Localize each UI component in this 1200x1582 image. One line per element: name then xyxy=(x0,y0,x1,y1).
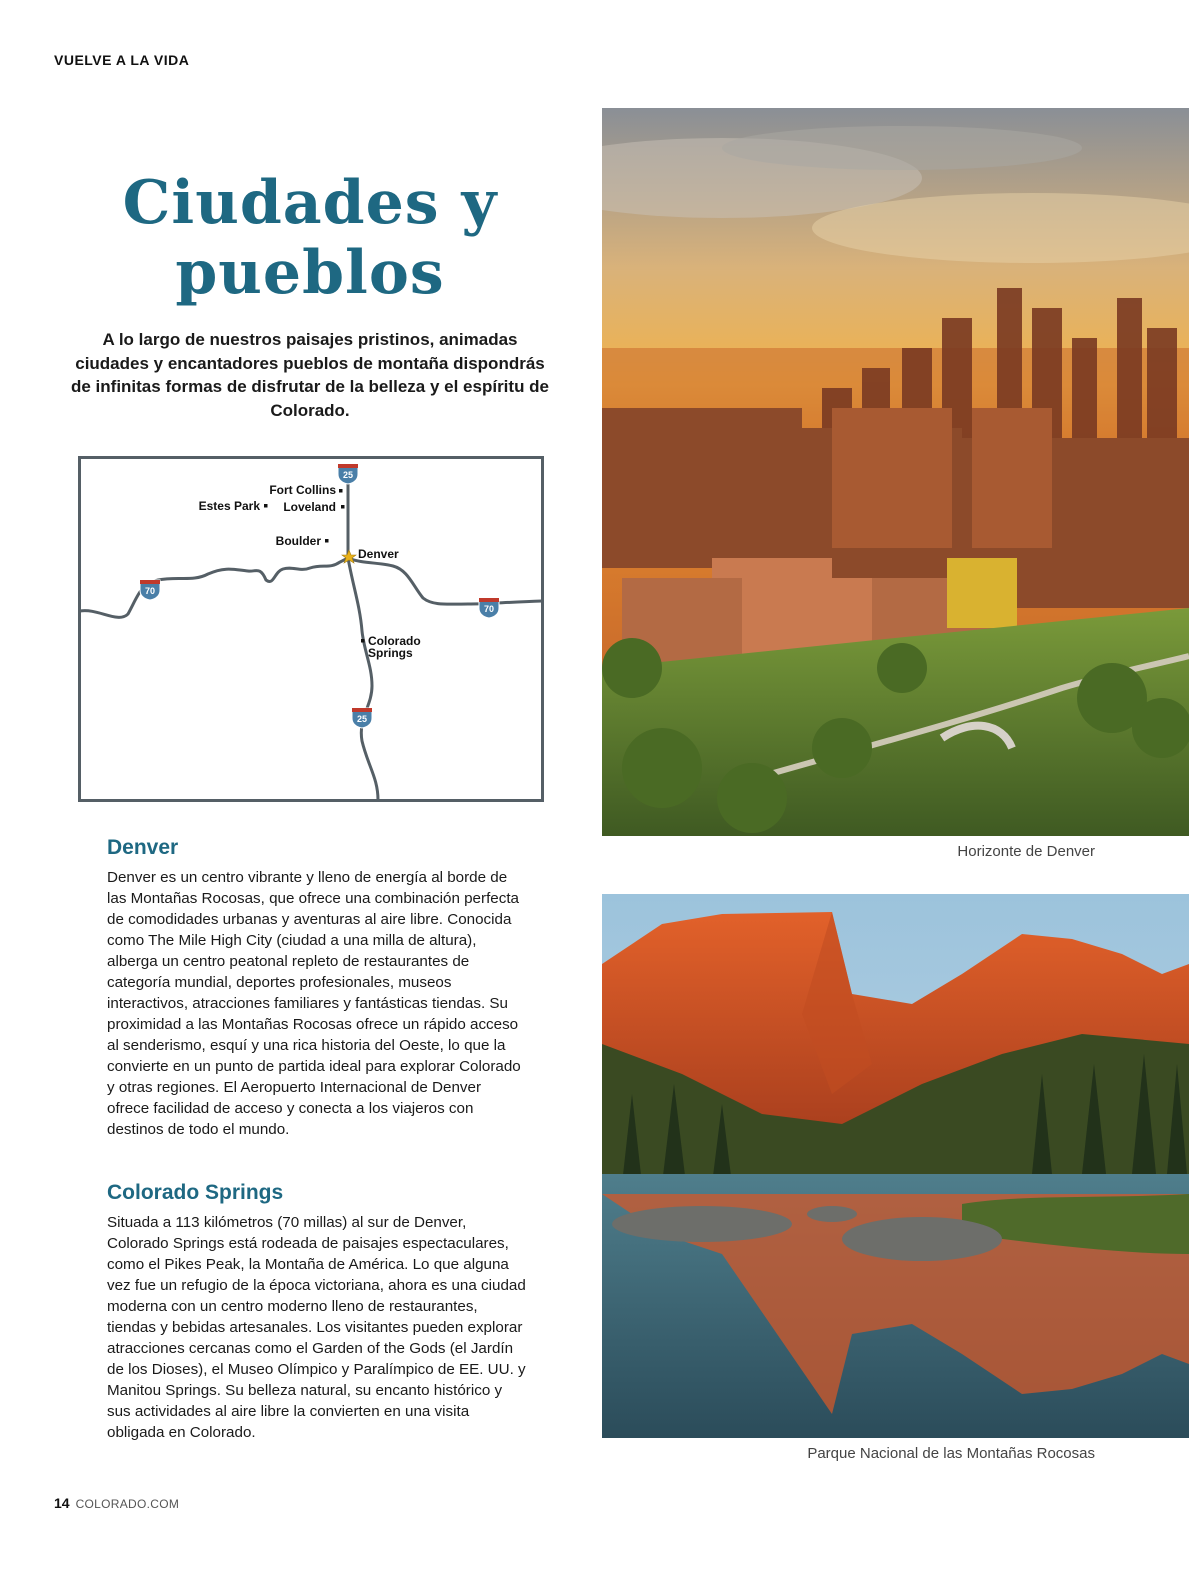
page-footer xyxy=(54,1495,179,1511)
city-dot-fort-collins xyxy=(339,489,343,493)
page-title xyxy=(60,168,560,308)
section-heading-denver: Denver xyxy=(107,836,179,859)
footer-site: COLORADO.COM xyxy=(75,1497,180,1511)
city-label-denver: Denver xyxy=(358,547,399,561)
section-heading-colorado-springs: Colorado Springs xyxy=(107,1181,284,1204)
title-line-2: pueblos xyxy=(175,238,445,308)
shield-label: 25 xyxy=(356,714,368,724)
photo-caption-denver: Horizonte de Denver xyxy=(957,843,1095,860)
interstate-70-west-shield xyxy=(140,580,160,600)
denver-skyline-photo xyxy=(602,108,1189,836)
page-number: 14 xyxy=(54,1495,70,1511)
colorado-map xyxy=(78,456,544,802)
city-label-colorado-springs-2: Springs xyxy=(368,646,413,660)
interstate-25-south-shield xyxy=(352,708,372,728)
city-label-estes-park: Estes Park xyxy=(198,499,260,513)
city-dot-estes-park xyxy=(264,504,268,508)
city-dot-colorado-springs xyxy=(361,639,365,643)
intro-text: A lo largo de nuestros paisajes pristinos, animadas ciudades y encantadores pueblos de montaña dispondrás de infinitas formas de disfrutar de la belleza y el espíritu de Colorado. xyxy=(70,330,550,420)
title-line-1: Ciudades y xyxy=(122,168,498,238)
shield-label: 70 xyxy=(144,586,156,596)
interstate-25-north-shield xyxy=(338,464,358,484)
city-label-fort-collins: Fort Collins xyxy=(269,483,336,497)
photo-caption-rocky-mountains: Parque Nacional de las Montañas Rocosas xyxy=(807,1445,1095,1462)
section-body-colorado-springs: Situada a 113 kilómetros (70 millas) al sur de Denver, Colorado Springs está rodeada de paisajes espectaculares, como el Pikes Peak, la Montaña de América. Lo que alguna vez fue un refugio de la época victoriana, ahora es una ciudad moderna con un centro moderno lleno de restaurantes, tiendas y bebidas artesanales. Los visitantes pueden explorar atracciones cercanas como el Garden of the Gods (el Jardín de los Dioses), el Museo Olímpico y Paralímpico de EE. UU. y Manitou Springs. Su belleza natural, su encanto histórico y sus actividades al aire libre la convierten en una visita obligada en Colorado. xyxy=(107,1214,526,1441)
city-label-loveland: Loveland xyxy=(283,500,336,514)
city-label-boulder: Boulder xyxy=(275,534,321,548)
rocky-mountain-photo xyxy=(602,894,1189,1438)
section-kicker: VUELVE A LA VIDA xyxy=(54,52,190,68)
interstate-70-east-shield xyxy=(479,598,499,618)
shield-label: 25 xyxy=(342,470,354,480)
city-label-colorado-springs-1: Colorado xyxy=(368,634,421,648)
shield-label: 70 xyxy=(483,604,495,614)
city-dot-boulder xyxy=(325,539,329,543)
city-dot-loveland xyxy=(341,505,345,509)
section-body-denver: Denver es un centro vibrante y lleno de energía al borde de las Montañas Rocosas, que ofrece una combinación perfecta de comodidades urbanas y aventuras al aire libre. Conocida como The Mile High City (ciudad a una milla de altura), alberga un centro peatonal repleto de restaurantes de categoría mundial, deportes profesionales, museos interactivos, atracciones familiares y fantásticas tiendas. Su proximidad a las Montañas Rocosas ofrece un rápido acceso al senderismo, esquí y una rica historia del Oeste, lo que la convierte en un punto de partida ideal para explorar Colorado y otras regiones. El Aeropuerto Internacional de Denver ofrece facilidad de acceso y conecta a los viajeros con destinos de todo el mundo. xyxy=(107,869,521,1138)
